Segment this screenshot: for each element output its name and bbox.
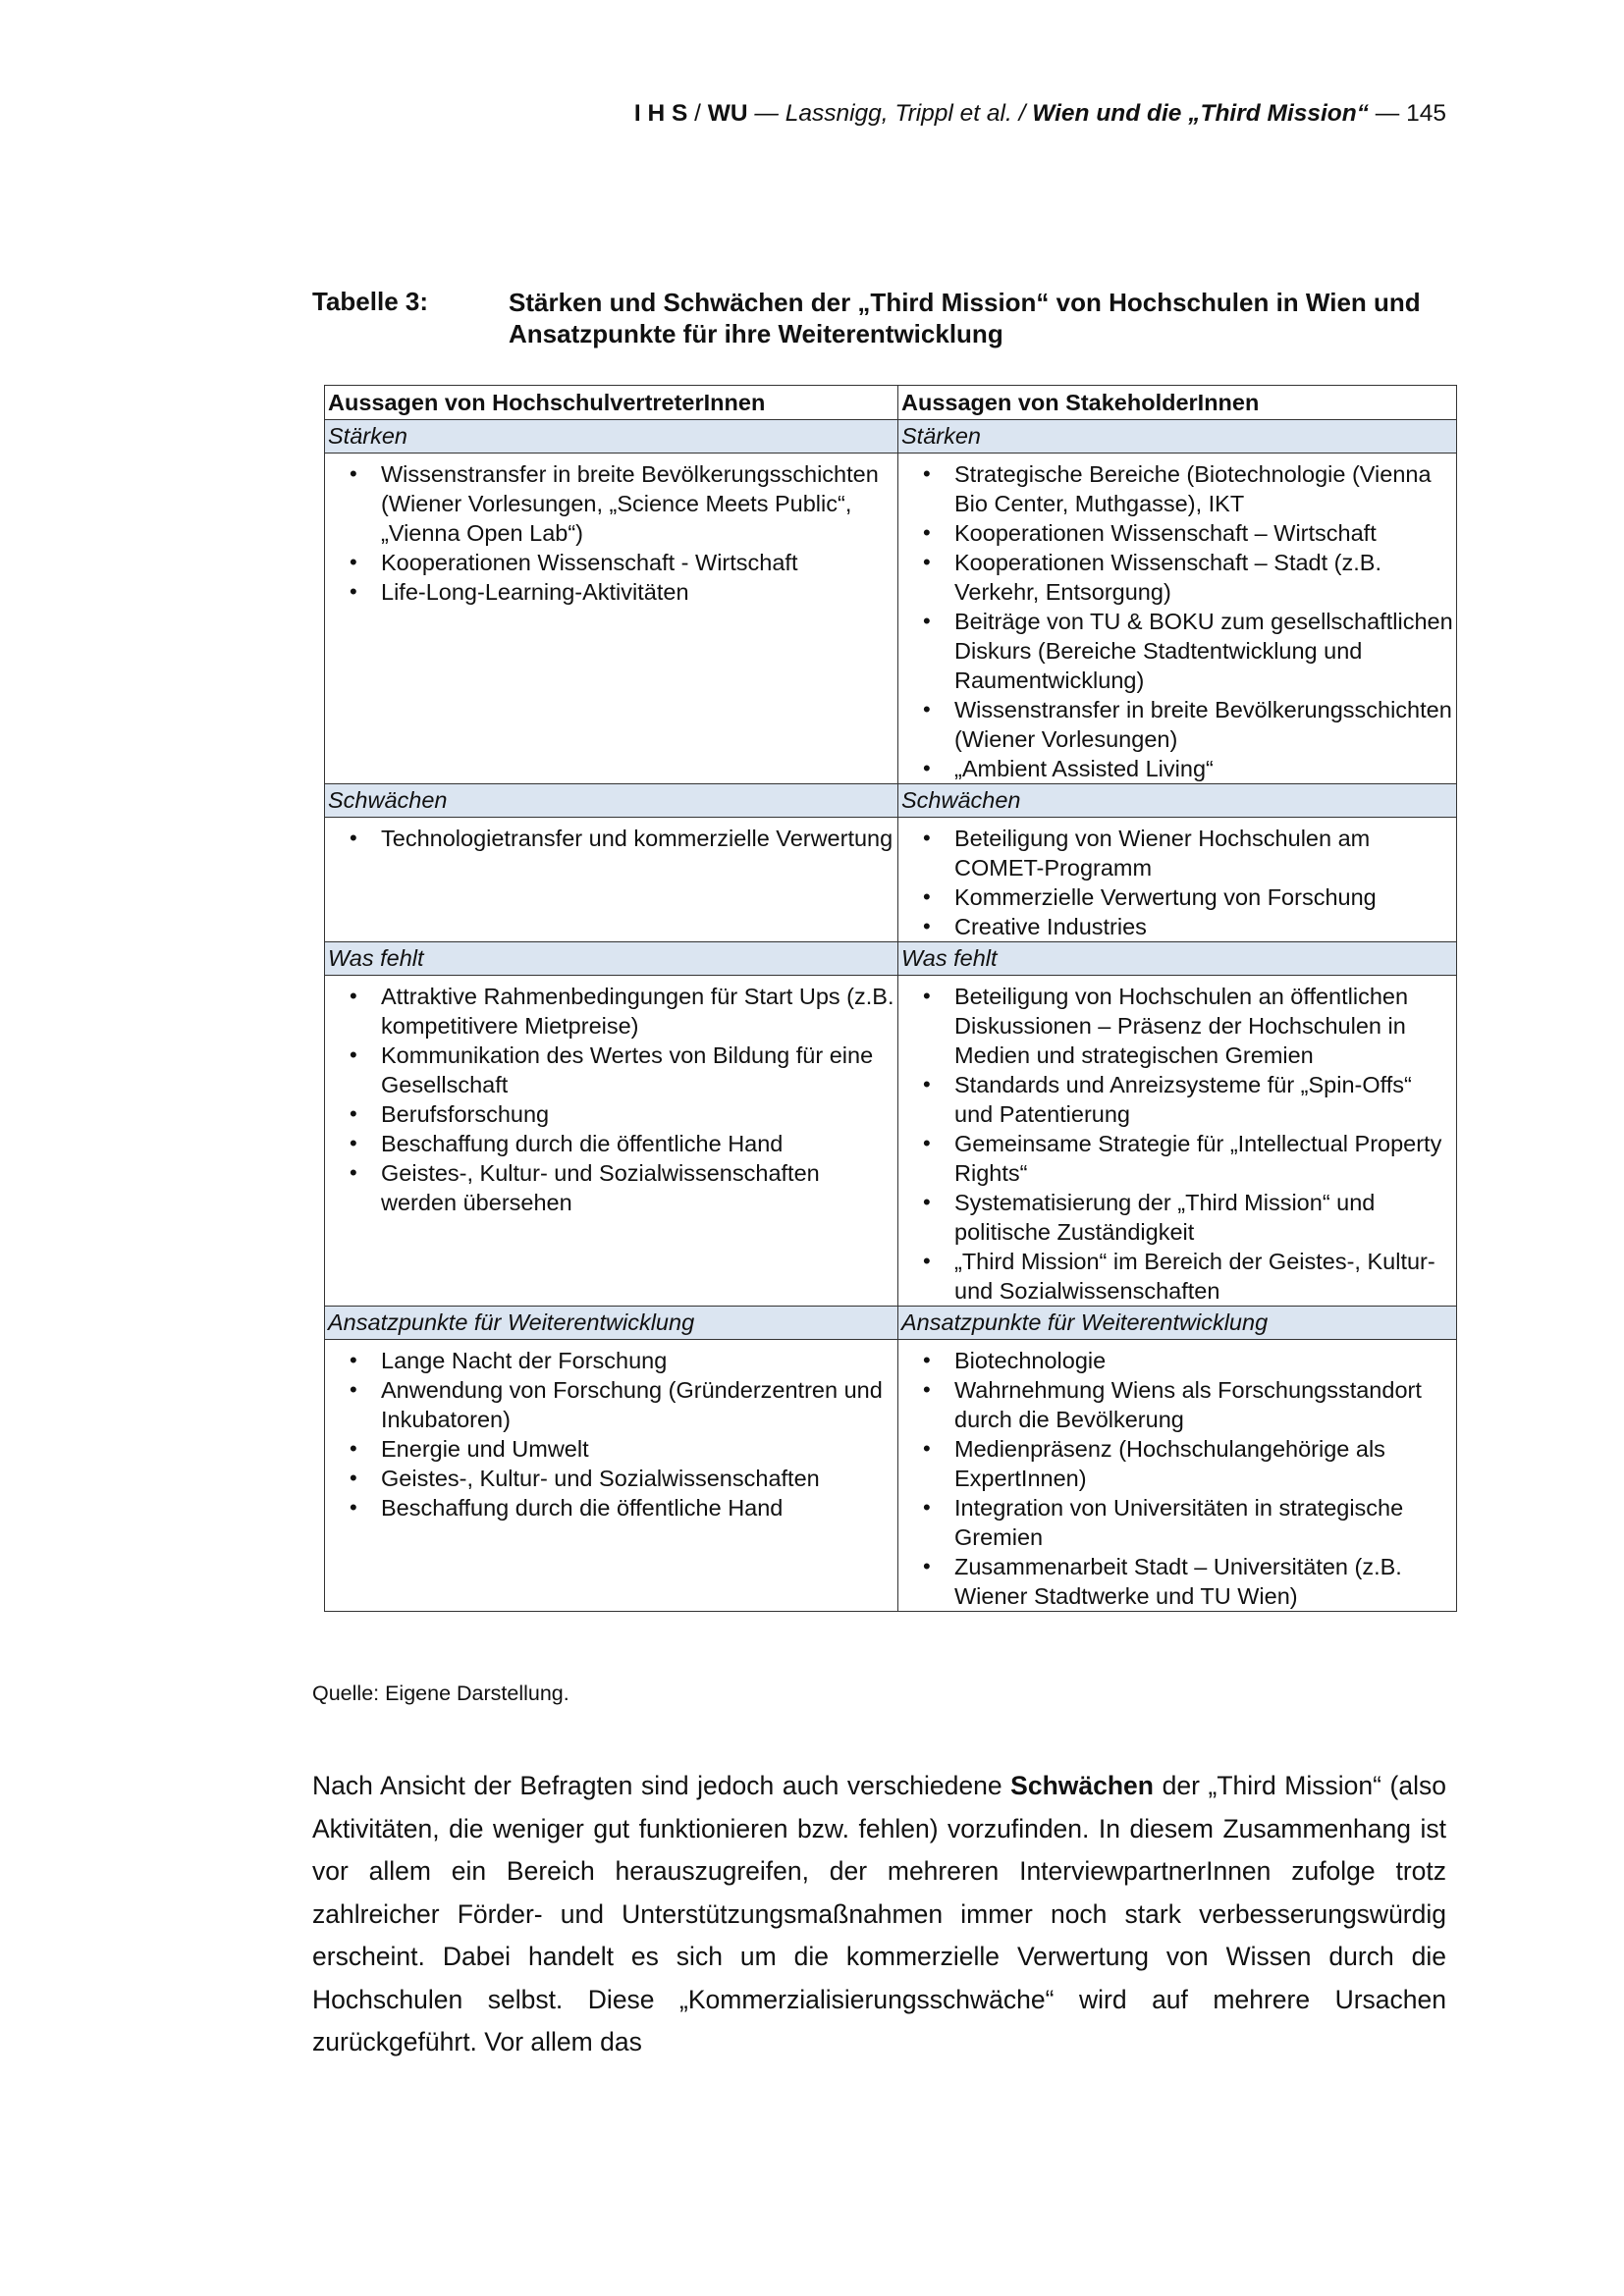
running-head-org2: WU [707,100,748,127]
table-source: Quelle: Eigene Darstellung. [312,1682,569,1705]
bullet-list [328,982,894,1217]
list-item: • Beschaffung durch die öffentliche Hand [328,1493,894,1522]
paragraph-text-rest: der „Third Mission“ (also Aktivitäten, die weniger gut funktionieren bzw. fehlen) vorzufinden. In diesem Zusammenhang ist vor allem ein Bereich herauszugreifen, der mehreren InterviewpartnerInnen zufolge trotz zahlreicher Förder- und Unterstützungsmaßnahmen immer noch stark verbesserungswürdig erscheint. Dabei handelt es sich um die kommerzielle Verwertung von Wissen durch die Hochschulen selbst. Diese „Kommerzialisierungsschwäche“ wird auf mehrere Ursachen zurückgeführt. Vor allem das [312,1771,1446,2056]
section-content-row [325,1340,1457,1612]
table-caption-text: Stärken und Schwächen der „Third Mission“ von Hochschulen in Wien und Ansatzpunkte für ihre Weiterentwicklung [509,288,1421,348]
strengths-weaknesses-table [324,385,1457,1612]
section-title-left: Was fehlt [325,942,898,976]
list-item: • Creative Industries [901,912,1453,941]
bullet-list [901,824,1453,941]
list-item: • Beteiligung von Hochschulen an öffentlichen Diskussionen – Präsenz der Hochschulen in Medien und strategischen Gremien [901,982,1453,1070]
bullet-list [901,459,1453,783]
section-content-left [325,818,898,942]
list-item: • „Third Mission“ im Bereich der Geistes-, Kultur- und Sozialwissenschaften [901,1247,1453,1306]
section-title-left: Stärken [325,420,898,454]
section-header-row [325,942,1457,976]
list-item: • Kooperationen Wissenschaft - Wirtschaft [328,548,894,577]
list-item: • Zusammenarbeit Stadt – Universitäten (z.B. Wiener Stadtwerke und TU Wien) [901,1552,1453,1611]
list-item: • Beschaffung durch die öffentliche Hand [328,1129,894,1158]
section-title-left: Schwächen [325,784,898,818]
list-item: • Wissenstransfer in breite Bevölkerungsschichten (Wiener Vorlesungen, „Science Meets Public“, „Vienna Open Lab“) [328,459,894,548]
section-title-right: Stärken [898,420,1457,454]
list-item: • Technologietransfer und kommerzielle Verwertung [328,824,894,853]
table-header-row [325,386,1457,420]
list-item: • Kommerzielle Verwertung von Forschung [901,882,1453,912]
list-item: • Medienpräsenz (Hochschulangehörige als ExpertInnen) [901,1434,1453,1493]
section-header-row [325,1307,1457,1340]
list-item: • Integration von Universitäten in strategische Gremien [901,1493,1453,1552]
section-header-row [325,420,1457,454]
section-content-right [898,454,1457,784]
list-item: • Gemeinsame Strategie für „Intellectual Property Rights“ [901,1129,1453,1188]
list-item: • Strategische Bereiche (Biotechnologie (Vienna Bio Center, Muthgasse), IKT [901,459,1453,518]
section-content-row [325,976,1457,1307]
list-item: • Beiträge von TU & BOKU zum gesellschaftlichen Diskurs (Bereiche Stadtentwicklung und Raumentwicklung) [901,607,1453,695]
list-item: • Energie und Umwelt [328,1434,894,1464]
section-header-row [325,784,1457,818]
section-title-right: Schwächen [898,784,1457,818]
paragraph-text-start: Nach Ansicht der Befragten sind jedoch auch verschiedene [312,1771,1011,1800]
list-item: • Wissenstransfer in breite Bevölkerungsschichten (Wiener Vorlesungen) [901,695,1453,754]
section-content-row [325,454,1457,784]
list-item: • Lange Nacht der Forschung [328,1346,894,1375]
running-head-authors: — Lassnigg, Trippl et al. / [747,100,1033,127]
section-content-left [325,1340,898,1612]
list-item: • Standards und Anreizsysteme für „Spin-Offs“ und Patentierung [901,1070,1453,1129]
list-item: • Anwendung von Forschung (Gründerzentren und Inkubatoren) [328,1375,894,1434]
section-content-right [898,976,1457,1307]
section-content-left [325,976,898,1307]
header-university-reps: Aussagen von HochschulvertreterInnen [325,386,898,420]
list-item: • Wahrnehmung Wiens als Forschungsstandort durch die Bevölkerung [901,1375,1453,1434]
body-paragraph [312,1765,1446,2064]
running-head-org: I H S [633,100,688,127]
section-title-right: Was fehlt [898,942,1457,976]
section-content-row [325,818,1457,942]
bullet-list [328,824,894,853]
list-item: • Life-Long-Learning-Aktivitäten [328,577,894,607]
running-head-title: Wien und die „Third Mission“ [1032,100,1369,127]
section-content-left [325,454,898,784]
bullet-list [328,459,894,607]
table-caption-label: Tabelle 3: [312,287,429,316]
page-number: — 145 [1369,100,1446,127]
list-item: • Systematisierung der „Third Mission“ und politische Zuständigkeit [901,1188,1453,1247]
list-item: • Geistes-, Kultur- und Sozialwissenschaften [328,1464,894,1493]
list-item: • Kommunikation des Wertes von Bildung für eine Gesellschaft [328,1041,894,1099]
running-head [312,100,1446,128]
list-item: • Biotechnologie [901,1346,1453,1375]
list-item: • Geistes-, Kultur- und Sozialwissenschaften werden übersehen [328,1158,894,1217]
section-title-right: Ansatzpunkte für Weiterentwicklung [898,1307,1457,1340]
bullet-list [328,1346,894,1522]
list-item: • Kooperationen Wissenschaft – Stadt (z.B. Verkehr, Entsorgung) [901,548,1453,607]
bullet-list [901,1346,1453,1611]
section-content-right [898,818,1457,942]
bullet-list [901,982,1453,1306]
list-item: • Attraktive Rahmenbedingungen für Start Ups (z.B. kompetitivere Mietpreise) [328,982,894,1041]
list-item: • Kooperationen Wissenschaft – Wirtschaft [901,518,1453,548]
running-head-separator: / [687,100,708,127]
list-item: • Berufsforschung [328,1099,894,1129]
header-stakeholders: Aussagen von StakeholderInnen [898,386,1457,420]
section-content-right [898,1340,1457,1612]
paragraph-emphasis: Schwächen [1010,1771,1154,1800]
section-title-left: Ansatzpunkte für Weiterentwicklung [325,1307,898,1340]
list-item: • „Ambient Assisted Living“ [901,754,1453,783]
list-item: • Beteiligung von Wiener Hochschulen am COMET-Programm [901,824,1453,882]
